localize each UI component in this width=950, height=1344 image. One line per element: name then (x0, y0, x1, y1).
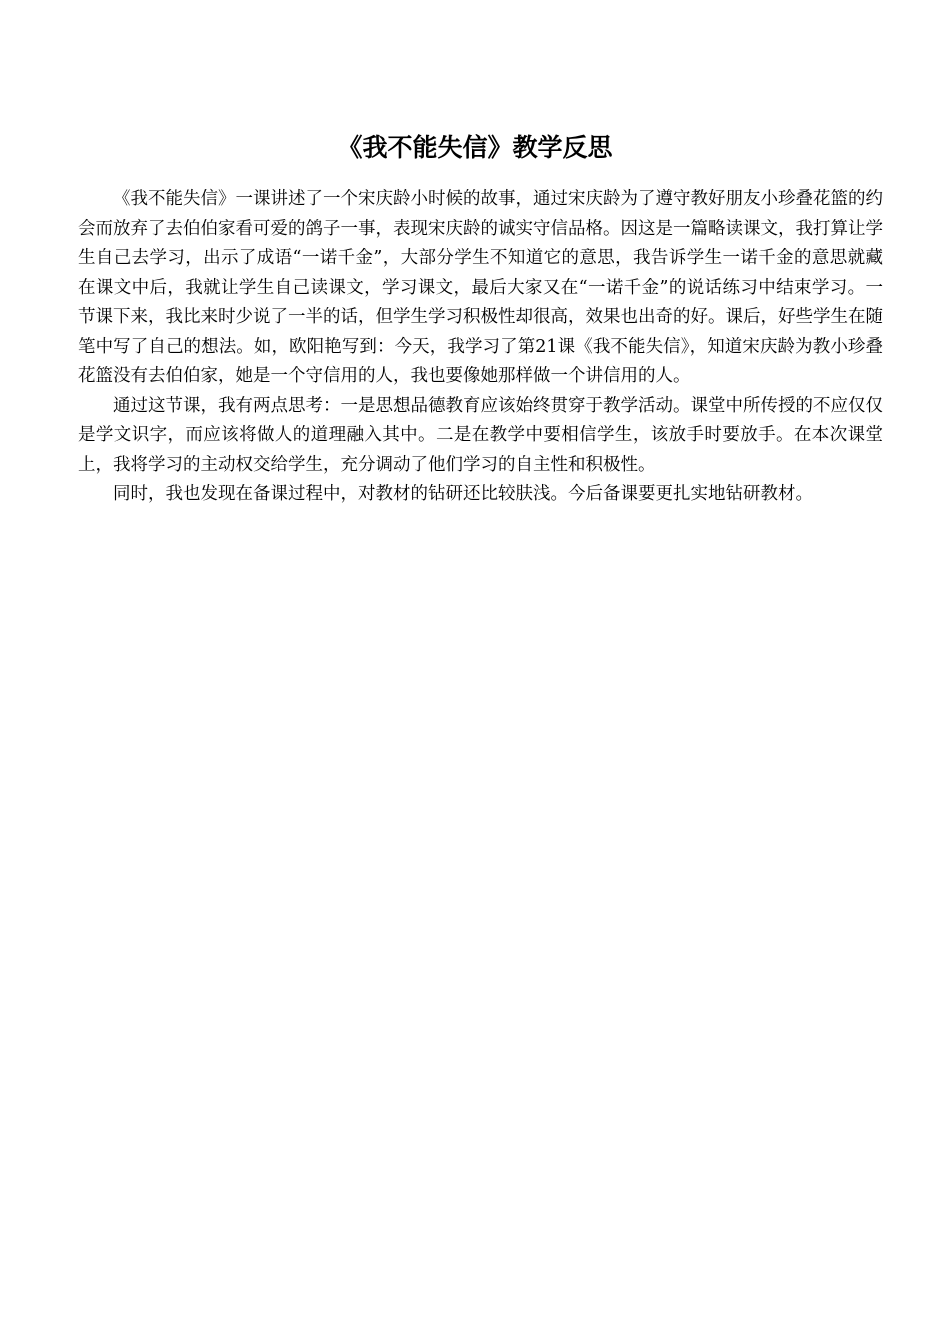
paragraph-2: 通过这节课，我有两点思考：一是思想品德教育应该始终贯穿于教学活动。课堂中所传授的不应仅仅是学文识字，而应该将做人的道理融入其中。二是在教学中要相信学生，该放手时要放手。在本次课堂上，我将学习的主动权交给学生，充分调动了他们学习的自主性和积极性。 (78, 395, 883, 475)
document-title: 《我不能失信》教学反思 (337, 133, 613, 162)
document-body (78, 185, 883, 510)
paragraph-1: 《我不能失信》一课讲述了一个宋庆龄小时候的故事，通过宋庆龄为了遵守教好朋友小珍叠花篮的约会而放弃了去伯伯家看可爱的鸽子一事，表现宋庆龄的诚实守信品格。因这是一篇略读课文，我打算让学生自己去学习，出示了成语“一诺千金”，大部分学生不知道它的意思，我告诉学生一诺千金的意思就藏在课文中后，我就让学生自己读课文，学习课文，最后大家又在“一诺千金”的说话练习中结束学习。一节课下来，我比来时少说了一半的话，但学生学习积极性却很高，效果也出奇的好。课后，好些学生在随笔中写了自己的想法。如，欧阳艳写到：今天，我学习了第21课《我不能失信》，知道宋庆龄为教小珍叠花篮没有去伯伯家，她是一个守信用的人，我也要像她那样做一个讲信用的人。 (78, 189, 883, 386)
paragraph-3: 同时，我也发现在备课过程中，对教材的钻研还比较肤浅。今后备课要更扎实地钻研教材。 (113, 484, 813, 504)
